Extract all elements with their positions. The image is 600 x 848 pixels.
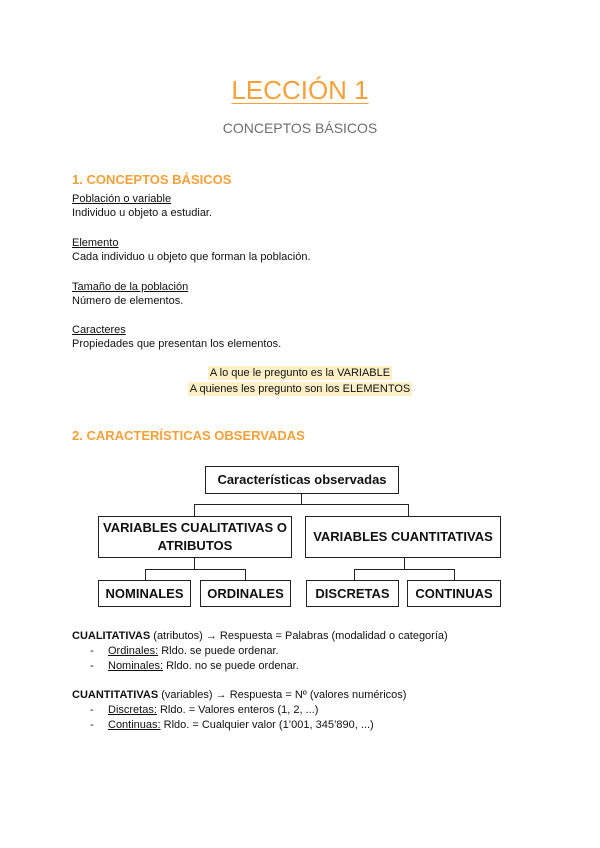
- item-term: Discretas:: [108, 704, 157, 716]
- list-item: - Ordinales: Rldo. se puede ordenar.: [90, 645, 279, 657]
- cuantitativas-line: [72, 689, 406, 701]
- term-poblacion: Población o variable: [72, 193, 172, 205]
- connector: [145, 569, 245, 570]
- cuantitativas-label: CUANTITATIVAS: [72, 689, 159, 701]
- diagram-root: Características observadas: [205, 466, 399, 494]
- connector: [194, 504, 408, 505]
- page-title: LECCIÓN 1: [231, 75, 369, 105]
- cualitativas-text: (atributos) → Respuesta = Palabras (modalidad o categoría): [150, 630, 448, 642]
- list-item: - Continuas: Rldo. = Cualquier valor (1’001, 345’890, ...): [90, 719, 374, 731]
- highlight-line-2: [0, 383, 600, 395]
- page-subtitle: CONCEPTOS BÁSICOS: [222, 120, 378, 136]
- diagram-cualitativas: VARIABLES CUALITATIVAS O ATRIBUTOS: [98, 516, 292, 558]
- definition-caracteres: Propiedades que presentan los elementos.: [72, 338, 282, 350]
- definition-poblacion: Individuo u objeto a estudiar.: [72, 207, 213, 219]
- connector: [145, 569, 146, 580]
- definition-tamano: Número de elementos.: [72, 295, 184, 307]
- term-caracteres: Caracteres: [72, 324, 126, 336]
- connector: [354, 569, 355, 580]
- term-elemento: Elemento: [72, 237, 119, 249]
- highlight-elementos: A quienes les pregunto son los ELEMENTOS: [189, 383, 411, 395]
- connector: [301, 494, 302, 504]
- item-text: Rldo. = Cualquier valor (1’001, 345’890, ...): [160, 719, 374, 731]
- cualitativas-line: [72, 630, 448, 642]
- connector: [404, 558, 405, 569]
- section-2-heading: 2. CARACTERÍSTICAS OBSERVADAS: [72, 428, 305, 443]
- connector: [408, 504, 409, 516]
- diagram-cuantitativas: VARIABLES CUANTITATIVAS: [305, 516, 501, 558]
- item-text: Rldo. = Valores enteros (1, 2, ...): [156, 704, 319, 716]
- definition-elemento: Cada individuo u objeto que forman la población.: [72, 251, 311, 263]
- item-term: Continuas:: [108, 719, 161, 731]
- item-text: Rldo. se puede ordenar.: [158, 645, 279, 657]
- highlight-line-1: [0, 367, 600, 379]
- connector: [194, 558, 195, 569]
- term-tamano: Tamaño de la población: [72, 281, 189, 293]
- list-item: - Nominales: Rldo. no se puede ordenar.: [90, 660, 299, 672]
- connector: [245, 569, 246, 580]
- section-1-heading: 1. CONCEPTOS BÁSICOS: [72, 172, 232, 187]
- diagram-discretas: DISCRETAS: [306, 580, 399, 607]
- cualitativas-label: CUALITATIVAS: [72, 630, 151, 642]
- diagram-nominales: NOMINALES: [98, 580, 191, 607]
- connector: [354, 569, 454, 570]
- diagram-continuas: CONTINUAS: [407, 580, 501, 607]
- diagram-ordinales: ORDINALES: [200, 580, 291, 607]
- connector: [454, 569, 455, 580]
- item-term: Nominales:: [108, 660, 164, 672]
- connector: [194, 504, 195, 516]
- highlight-variable: A lo que le pregunto es la VARIABLE: [209, 367, 391, 379]
- item-text: Rldo. no se puede ordenar.: [163, 660, 299, 672]
- list-item: - Discretas: Rldo. = Valores enteros (1, 2, ...): [90, 704, 319, 716]
- item-term: Ordinales:: [108, 645, 159, 657]
- cuantitativas-text: (variables) → Respuesta = Nº (valores numéricos): [158, 689, 407, 701]
